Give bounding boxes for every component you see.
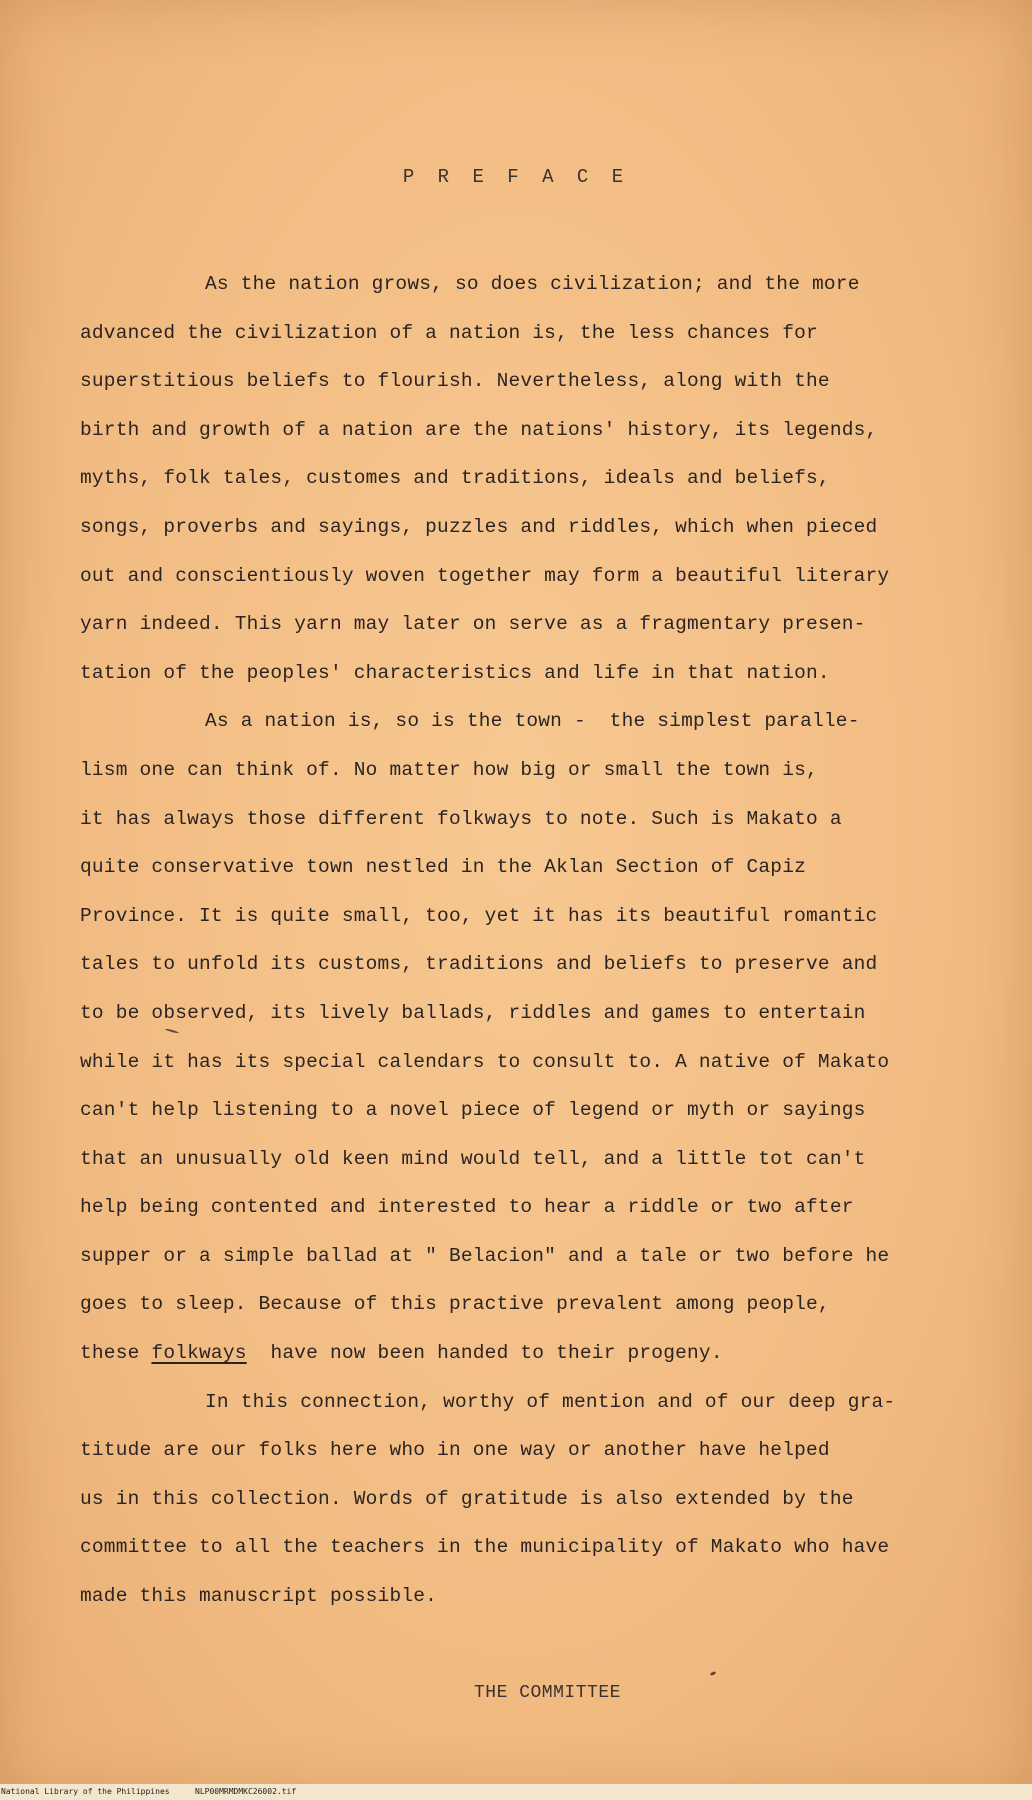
- paragraph-line: to be observed, its lively ballads, riddles and games to entertain: [80, 1001, 866, 1024]
- footer-library: National Library of the Philippines: [1, 1787, 170, 1796]
- paragraph-line: yarn indeed. This yarn may later on serve as a fragmentary presen-: [80, 613, 866, 636]
- paragraph-line: tation of the peoples' characteristics and life in that nation.: [80, 661, 830, 684]
- paragraph-line: help being contented and interested to hear a riddle or two after: [80, 1196, 854, 1219]
- line-text-before: these: [80, 1342, 152, 1365]
- paragraph-line: titude are our folks here who in one way or another have helped: [80, 1439, 830, 1462]
- ink-mark: [710, 1671, 717, 1676]
- paragraph-line: advanced the civilization of a nation is, the less chances for: [80, 321, 818, 344]
- signature: THE COMMITTEE: [474, 1683, 621, 1703]
- underlined-word: folkways: [151, 1342, 247, 1365]
- paragraph-line: us in this collection. Words of gratitude is also extended by the: [80, 1487, 854, 1510]
- paragraph-line: that an unusually old keen mind would tell, and a little tot can't: [80, 1147, 866, 1170]
- paragraph-line: can't help listening to a novel piece of legend or myth or sayings: [80, 1099, 866, 1122]
- paragraph-line: out and conscientiously woven together may form a beautiful literary: [80, 564, 890, 587]
- paragraph-line-last: [80, 1329, 980, 1378]
- archive-footer: [0, 1784, 1032, 1800]
- paragraph-line: In this connection, worthy of mention and of our deep gra-: [205, 1390, 896, 1413]
- paragraph-line: tales to unfold its customs, traditions and beliefs to preserve and: [80, 953, 878, 976]
- preface-body: [80, 260, 980, 1621]
- paragraph-line: superstitious beliefs to flourish. Nevertheless, along with the: [80, 370, 830, 393]
- paragraph-line: As the nation grows, so does civilization; and the more: [205, 273, 860, 295]
- paragraph-line: goes to sleep. Because of this practive prevalent among people,: [80, 1293, 830, 1316]
- paragraph-line: songs, proverbs and sayings, puzzles and riddles, which when pieced: [80, 515, 878, 538]
- paragraph-line: supper or a simple ballad at " Belacion" and a tale or two before he: [80, 1244, 890, 1267]
- paragraph-line: Province. It is quite small, too, yet it has its beautiful romantic: [80, 904, 878, 927]
- footer-file-id: NLP00MRMDMKC26002.tif: [195, 1787, 297, 1796]
- paragraph-line: made this manuscript possible.: [80, 1585, 438, 1608]
- paragraph-line: lism one can think of. No matter how big or small the town is,: [80, 758, 818, 781]
- paragraph-line: As a nation is, so is the town - the simplest paralle-: [205, 710, 860, 733]
- paragraph-line: it has always those different folkways to note. Such is Makato a: [80, 807, 842, 830]
- paragraph-line: birth and growth of a nation are the nations' history, its legends,: [80, 418, 878, 441]
- paragraph-line: while it has its special calendars to consult to. A native of Makato: [80, 1050, 890, 1073]
- line-text-after: have now been handed to their progeny.: [246, 1342, 723, 1365]
- paragraph-line: committee to all the teachers in the municipality of Makato who have: [80, 1536, 890, 1559]
- page-title: P R E F A C E: [402, 166, 630, 188]
- paragraph-line: quite conservative town nestled in the Aklan Section of Capiz: [80, 856, 807, 879]
- paragraph-line: myths, folk tales, customes and traditions, ideals and beliefs,: [80, 467, 830, 490]
